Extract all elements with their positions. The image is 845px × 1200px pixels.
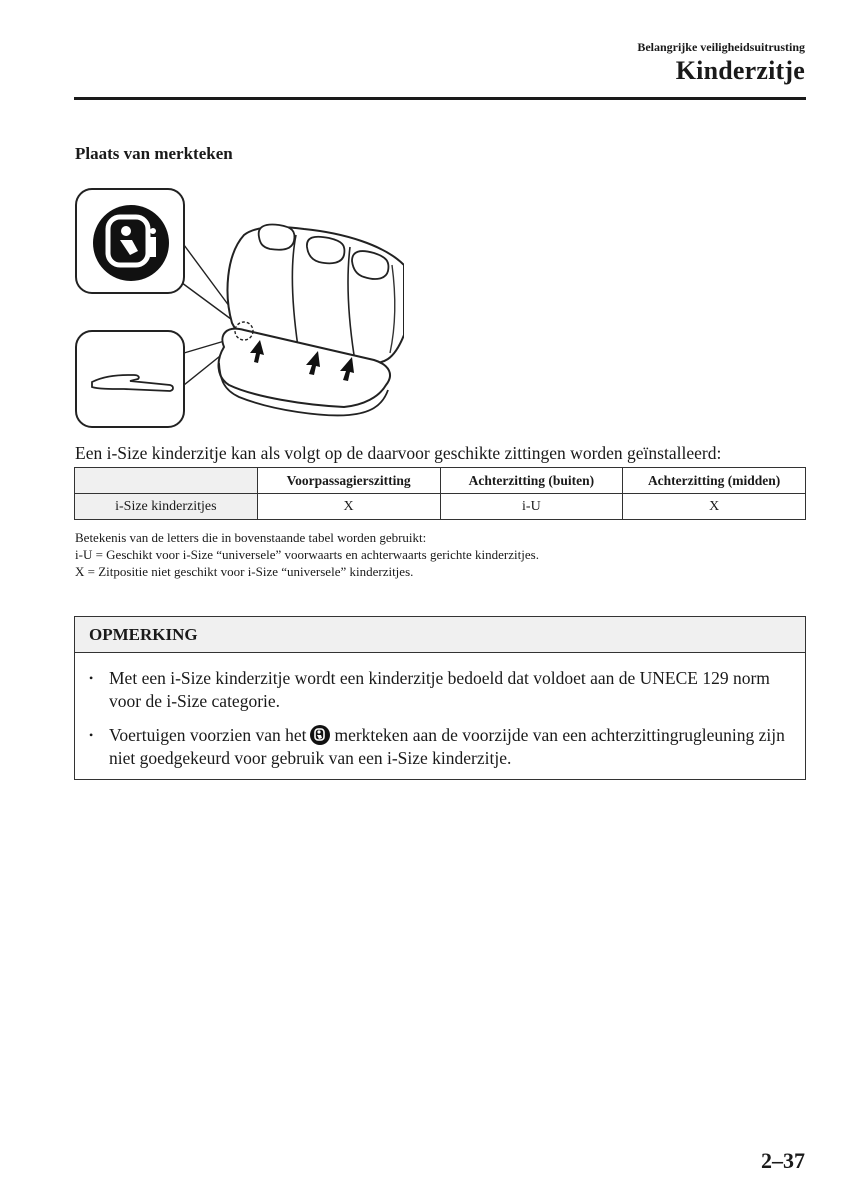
note-text-before: Voertuigen voorzien van het [109,725,307,745]
table-header-row [75,468,806,494]
intro-text: Een i-Size kinderzitje kan als volgt op de daarvoor geschikte zittingen worden geïnstalleerd: [75,443,722,463]
legend-line: Betekenis van de letters die in bovenstaande tabel worden gebruikt: [75,530,427,545]
table-cell: i-Size kinderzitjes [75,494,258,520]
note-item [89,724,804,770]
bullet: • [89,728,94,742]
note-heading: OPMERKING [75,617,805,653]
legend-line: i-U = Geschikt voor i-Size “universele” voorwaarts en achterwaarts gerichte kinderzitjes. [75,547,539,562]
bullet: • [89,671,94,685]
table-cell: X [257,494,440,520]
page-number: 2–37 [761,1148,805,1173]
note-box [74,616,806,780]
legend-line: X = Zitpositie niet geschikt voor i-Size “universele” kinderzitjes. [75,564,414,579]
table-cell: X [623,494,806,520]
isofix-icon [309,724,331,746]
isize-child-seat-icon [93,205,169,281]
table-header-cell: Voorpassagierszitting [257,468,440,494]
title-rule [74,97,806,100]
page-title: Kinderzitje [675,56,805,85]
table-cell: i-U [440,494,623,520]
table-header-cell: Achterzitting (midden) [623,468,806,494]
table-header-cell: Achterzitting (buiten) [440,468,623,494]
table-header-cell [75,468,258,494]
note-item [89,667,799,713]
legend [75,529,539,580]
compatibility-table [74,467,806,520]
table-row [75,494,806,520]
subheading: Plaats van merkteken [75,144,233,163]
seat-figure [74,185,404,430]
note-text: Met een i-Size kinderzitje wordt een kinderzitje bedoeld dat voldoet aan de UNECE 129 norm voor de i-Size categorie. [109,668,770,711]
rear-seat-illustration [74,185,404,430]
note-text [89,724,804,770]
section-label: Belangrijke veiligheidsuitrusting [637,40,805,54]
note-text-after: merkteken aan de voorzijde van een achterzittingrugleuning zijn niet goedgekeurd voor gebruik van een i-Size kinderzitje. [109,725,785,768]
